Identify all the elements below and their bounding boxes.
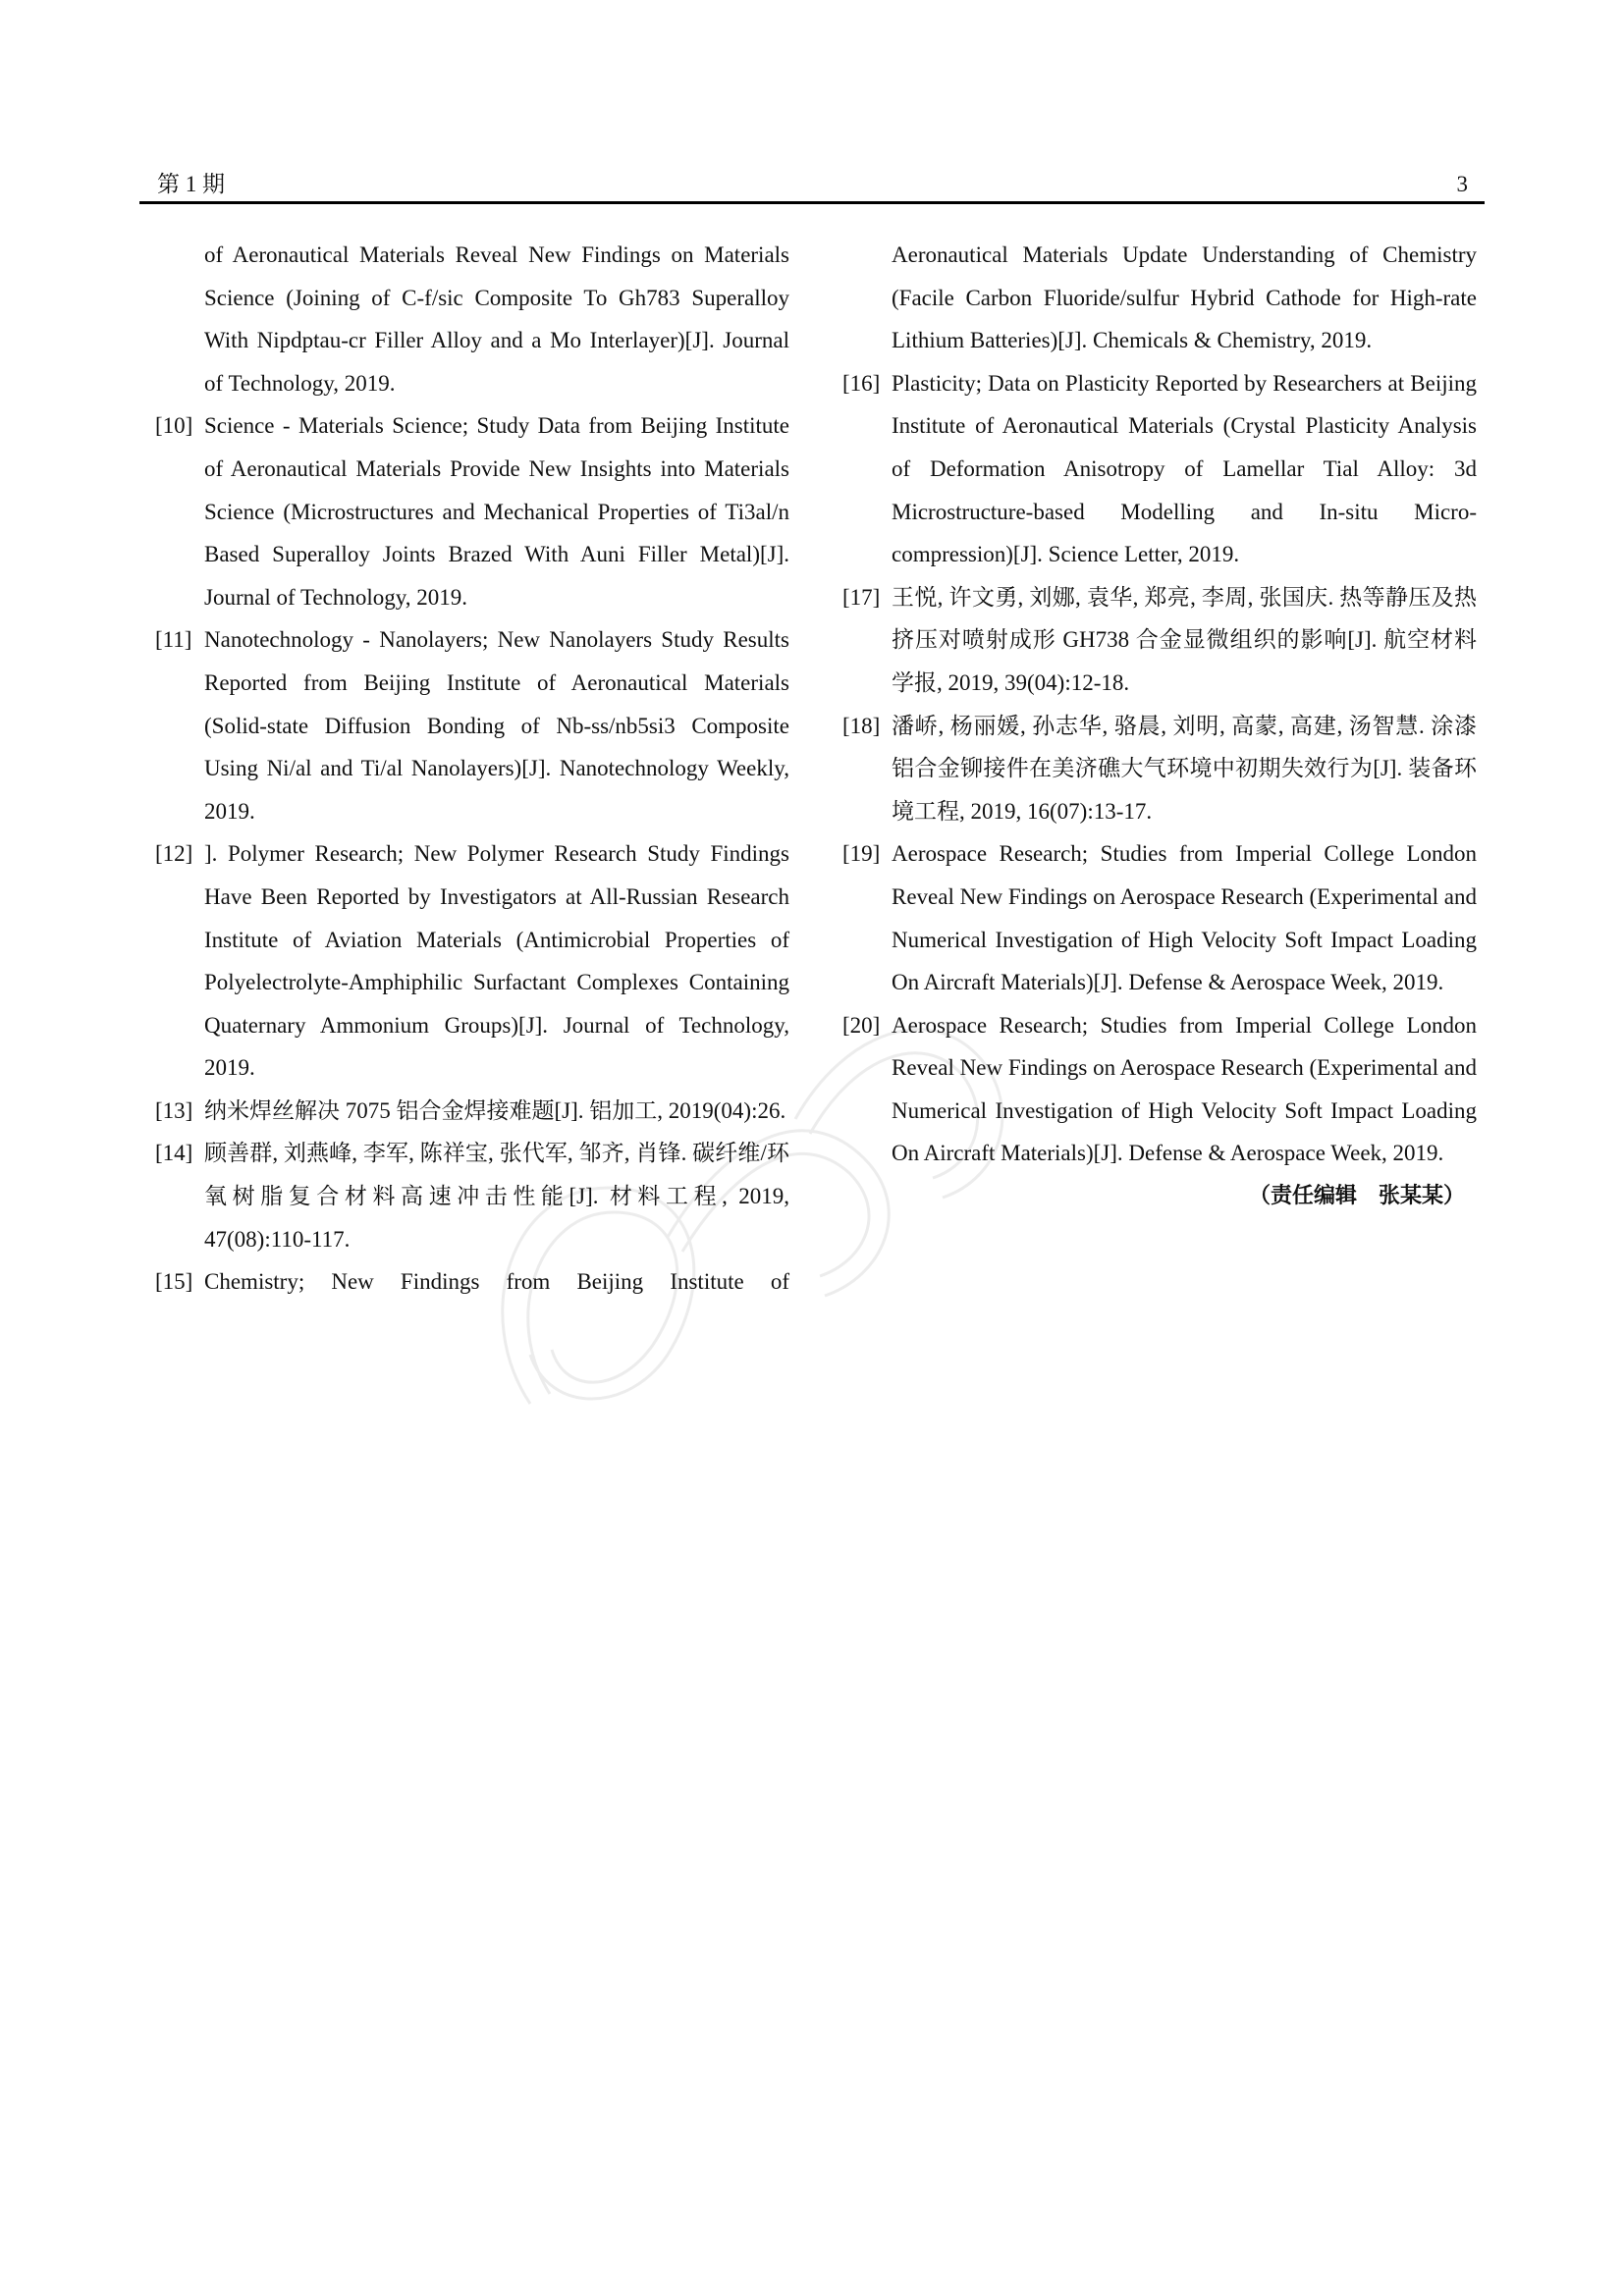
- reference-number: [19]: [842, 841, 881, 867]
- reference-number: [20]: [842, 1012, 881, 1038]
- reference-text: Plasticity; Data on Plasticity Reported by Researchers at Beijing Institute of Aeronautical Materials (Crystal Plasticity Analysis of Deformation Anisotropy of Lamellar Tial Alloy: 3d Microstructure-based Modelling and In-situ Micro-compression)[J]. Science Letter, 2019.: [892, 370, 1477, 567]
- reference-item: [842, 1004, 1477, 1175]
- header-rule: [139, 201, 1485, 204]
- reference-text: Nanotechnology - Nanolayers; New Nanolayers Study Results Reported from Beijing Institute of Aeronautical Materials (Solid-state Diffusion Bonding of Nb-ss/nb5si3 Composite Using Ni/al and Ti/al Nanolayers)[J]. Nanotechnology Weekly, 2019.: [204, 627, 789, 824]
- reference-number: [10]: [155, 413, 193, 439]
- reference-number: [18]: [842, 713, 881, 738]
- reference-number: [11]: [155, 627, 192, 653]
- reference-number: [16]: [842, 370, 881, 396]
- reference-continuation: [842, 234, 1477, 362]
- reference-text: 王悦, 许文勇, 刘娜, 袁华, 郑亮, 李周, 张国庆. 热等静压及热挤压对喷射成形 GH738 合金显微组织的影响[J]. 航空材料学报, 2019, 39(04):12-18.: [892, 584, 1477, 695]
- reference-number: [14]: [155, 1141, 193, 1166]
- issue-label: 第 1 期: [157, 172, 225, 196]
- reference-item: [842, 576, 1477, 705]
- reference-text: of Aeronautical Materials Reveal New Findings on Materials Science (Joining of C-f/sic Composite To Gh783 Superalloy With Nipdptau-cr Filler Alloy and a Mo Interlayer)[J]. Journal of Technology, 2019.: [204, 242, 789, 396]
- reference-text: Science - Materials Science; Study Data from Beijing Institute of Aeronautical Materials Provide New Insights into Materials Science (Microstructures and Mechanical Properties of Ti3al/n Based Superalloy Joints Brazed With Auni Filler Metal)[J]. Journal of Technology, 2019.: [204, 413, 789, 610]
- reference-text: ]. Polymer Research; New Polymer Research Study Findings Have Been Reported by Investigators at All-Russian Research Institute of Aviation Materials (Antimicrobial Properties of Polyelectrolyte-Amphiphilic Surfactant Complexes Containing Quaternary Ammonium Groups)[J]. Journal of Technology, 2019.: [204, 841, 789, 1081]
- reference-number: [12]: [155, 841, 193, 867]
- reference-number: [13]: [155, 1097, 193, 1123]
- reference-continuation: [155, 234, 789, 404]
- reference-item: [155, 832, 789, 1090]
- editor-note: （责任编辑 张某某）: [1248, 1184, 1465, 1209]
- reference-item: [842, 832, 1477, 1003]
- reference-text: Aerospace Research; Studies from Imperial College London Reveal New Findings on Aerospace Research (Experimental and Numerical Investigation of High Velocity Soft Impact Loading On Aircraft Materials)[J]. Defense & Aerospace Week, 2019.: [892, 841, 1477, 995]
- reference-text: Aeronautical Materials Update Understanding of Chemistry (Facile Carbon Fluoride/sulfur Hybrid Cathode for High-rate Lithium Batteries)[J]. Chemicals & Chemistry, 2019.: [892, 242, 1477, 353]
- left-column: [155, 234, 789, 1304]
- reference-item: [155, 1090, 789, 1133]
- right-column: [842, 234, 1477, 1218]
- page-number: 3: [1456, 172, 1468, 196]
- reference-text: 纳米焊丝解决 7075 铝合金焊接难题[J]. 铝加工, 2019(04):26.: [204, 1097, 786, 1123]
- reference-item: [155, 618, 789, 832]
- reference-item: [155, 1132, 789, 1260]
- reference-item: [155, 1260, 789, 1304]
- reference-text: Aerospace Research; Studies from Imperial College London Reveal New Findings on Aerospace Research (Experimental and Numerical Investigation of High Velocity Soft Impact Loading On Aircraft Materials)[J]. Defense & Aerospace Week, 2019.: [892, 1012, 1477, 1166]
- reference-text: 顾善群, 刘燕峰, 李军, 陈祥宝, 张代军, 邹齐, 肖锋. 碳纤维/环氧树脂复合材料高速冲击性能[J]. 材料工程, 2019, 47(08):110-117.: [204, 1141, 789, 1252]
- reference-text: Chemistry; New Findings from Beijing Institute of: [204, 1269, 789, 1295]
- reference-item: [842, 362, 1477, 576]
- reference-item: [155, 404, 789, 618]
- reference-item: [842, 705, 1477, 833]
- reference-number: [17]: [842, 584, 881, 610]
- reference-number: [15]: [155, 1269, 193, 1295]
- reference-text: 潘峤, 杨丽媛, 孙志华, 骆晨, 刘明, 高蒙, 高建, 汤智慧. 涂漆铝合金铆接件在美济礁大气环境中初期失效行为[J]. 装备环境工程, 2019, 16(07):13-17.: [892, 713, 1477, 824]
